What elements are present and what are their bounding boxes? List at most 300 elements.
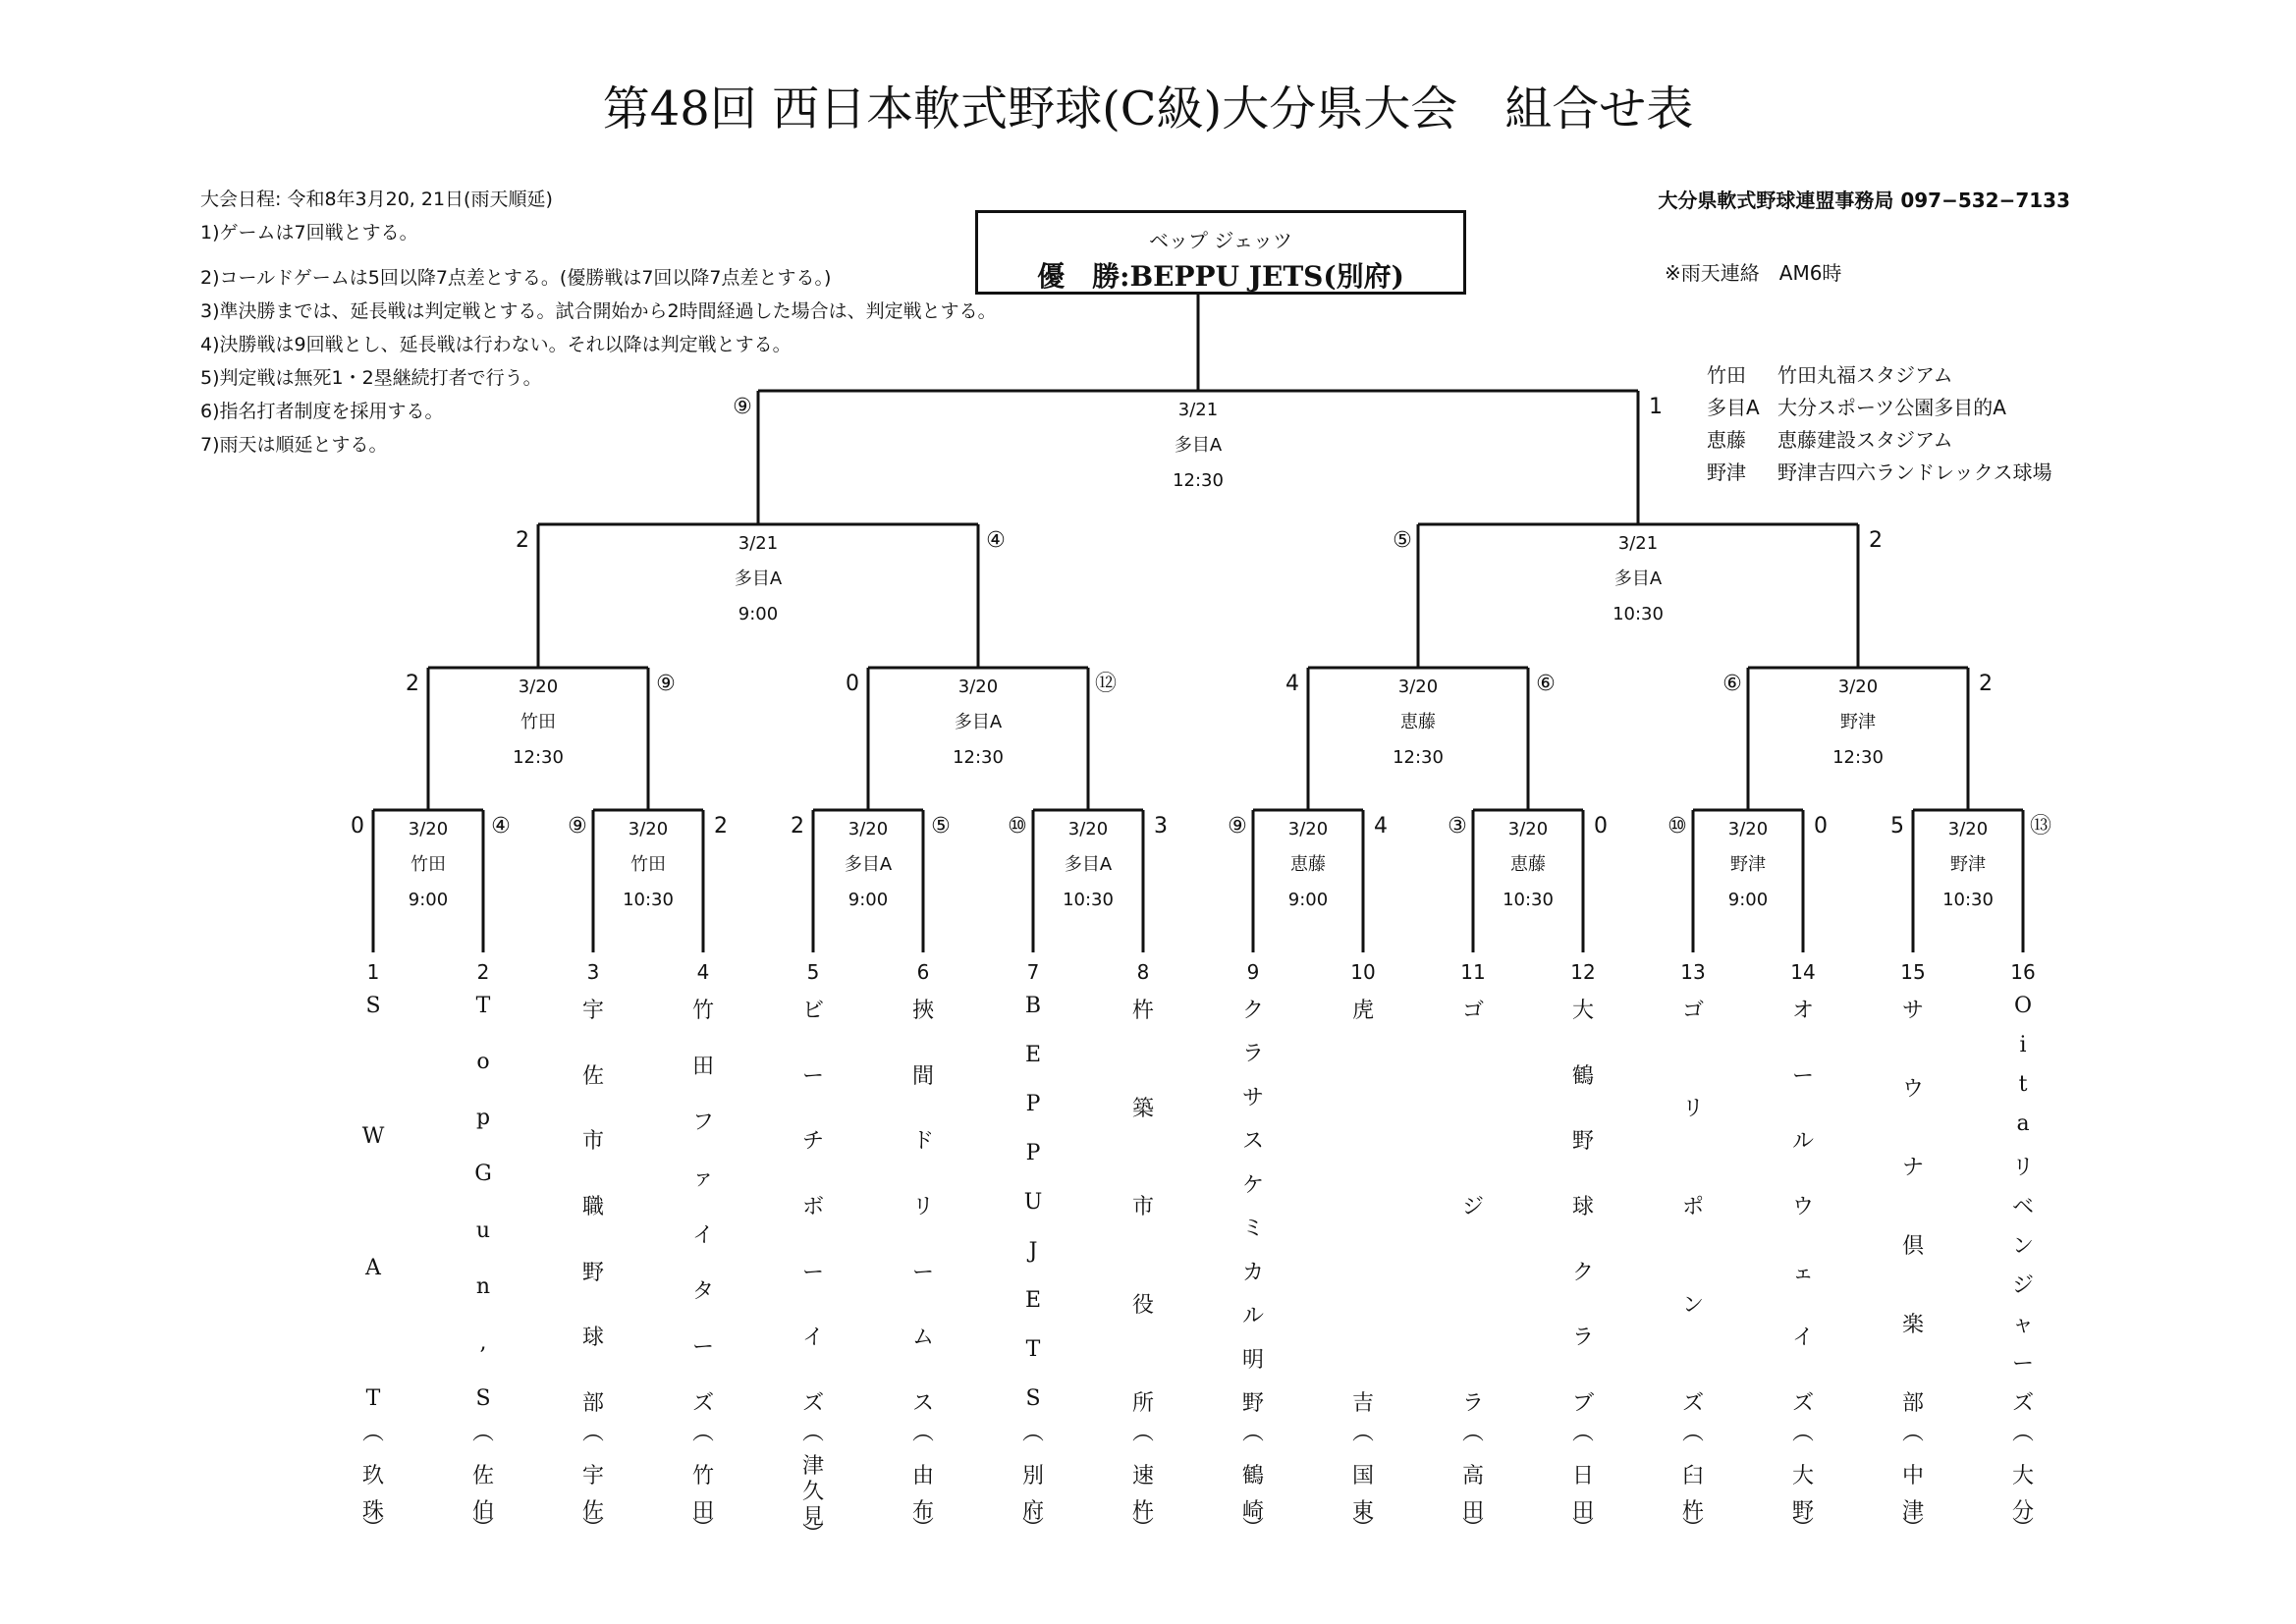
team-name-char: ボ bbox=[801, 1195, 824, 1219]
score-right: ⑨ bbox=[656, 672, 676, 696]
game-venue: 恵藤 bbox=[1290, 854, 1326, 875]
game-date: 3/20 bbox=[957, 677, 999, 697]
team-name-char: ラ bbox=[1571, 1326, 1594, 1351]
game-info bbox=[1259, 812, 1357, 918]
rule-1: 1)ゲームは7回戦とする。 bbox=[200, 222, 418, 244]
team-name-char: ァ bbox=[691, 1166, 714, 1192]
team-name-char: 間 bbox=[911, 1063, 934, 1089]
team-name-char: 田 bbox=[691, 1055, 714, 1080]
team-area-char: 珠 bbox=[361, 1499, 384, 1524]
team-area-paren: ︶ bbox=[1681, 1517, 1704, 1542]
team-name-char: ド bbox=[911, 1129, 934, 1155]
team-seed: 13 bbox=[1680, 960, 1706, 984]
team-area-char: 高 bbox=[1461, 1464, 1484, 1489]
team-name-char: E bbox=[1024, 1288, 1042, 1313]
game-venue: 多目A bbox=[734, 568, 783, 589]
game-info bbox=[434, 670, 642, 776]
team-name-char: 野 bbox=[581, 1260, 604, 1285]
team-name-char: G bbox=[474, 1162, 492, 1187]
team-name bbox=[1563, 994, 1603, 1542]
team-name-char: 部 bbox=[581, 1391, 604, 1416]
game-info bbox=[1754, 670, 1962, 776]
team-name-char: 楽 bbox=[1901, 1313, 1924, 1337]
game-time: 9:00 bbox=[738, 604, 779, 624]
score-right: 3 bbox=[1154, 814, 1168, 839]
team-name-char: ウ bbox=[1791, 1195, 1814, 1219]
team-name-char: 竹 bbox=[691, 999, 714, 1023]
team-area-char: 崎 bbox=[1241, 1499, 1264, 1524]
team-name bbox=[1343, 994, 1383, 1542]
rule-6: 6)指名打者制度を採用する。 bbox=[200, 401, 444, 422]
game-venue: 恵藤 bbox=[1400, 712, 1436, 732]
team-name-char: ス bbox=[1241, 1129, 1264, 1155]
team-name bbox=[683, 994, 723, 1542]
team-name bbox=[1013, 994, 1053, 1542]
team-name bbox=[354, 994, 393, 1542]
score-left: 4 bbox=[1285, 672, 1299, 696]
team-name-char: タ bbox=[691, 1278, 714, 1304]
team-name-char: 球 bbox=[1571, 1195, 1594, 1219]
team-area-paren: ︵ bbox=[581, 1421, 604, 1445]
team-name-char: リ bbox=[911, 1195, 934, 1219]
game-info bbox=[379, 812, 477, 918]
team-area-paren: ︵ bbox=[471, 1421, 494, 1445]
team-name-char: , bbox=[479, 1329, 487, 1355]
team-name-char: 築 bbox=[1131, 1097, 1154, 1121]
team-seed: 6 bbox=[916, 960, 930, 984]
team-name-char: ェ bbox=[1791, 1260, 1814, 1285]
team-name bbox=[1893, 994, 1933, 1542]
team-area-char: 見 bbox=[801, 1505, 824, 1530]
score-right: 0 bbox=[1814, 814, 1828, 839]
team-area-paren: ︶ bbox=[1241, 1517, 1264, 1542]
team-name-char: i bbox=[2019, 1033, 2027, 1057]
team-name-char: S bbox=[365, 994, 381, 1018]
team-name-char: ビ bbox=[801, 999, 824, 1023]
team-name bbox=[1783, 994, 1823, 1542]
team-area-paren: ︶ bbox=[2011, 1517, 2034, 1542]
team-name-char: 所 bbox=[1131, 1391, 1154, 1416]
team-seed: 15 bbox=[1900, 960, 1926, 984]
team-area-paren: ︶ bbox=[361, 1517, 384, 1542]
team-seed: 16 bbox=[2010, 960, 2036, 984]
team-name-char: ャ bbox=[2011, 1313, 2034, 1337]
team-area-char: 津 bbox=[801, 1454, 824, 1479]
team-area-char: 国 bbox=[1351, 1464, 1374, 1489]
team-name-char: サ bbox=[1901, 999, 1924, 1023]
game-date: 3/20 bbox=[1507, 819, 1549, 839]
game-info bbox=[1039, 812, 1137, 918]
team-name-char: 宇 bbox=[581, 999, 604, 1023]
team-name-char: ー bbox=[2011, 1352, 2034, 1377]
team-name-char: 役 bbox=[1131, 1293, 1154, 1318]
venue-row: 恵藤 恵藤建設スタジアム bbox=[1707, 428, 1953, 452]
team-area-paren: ︵ bbox=[1021, 1421, 1044, 1445]
score-right: 2 bbox=[1869, 528, 1883, 553]
team-area-char: 津 bbox=[1901, 1499, 1924, 1524]
team-area-char: 東 bbox=[1351, 1499, 1374, 1524]
team-name-char: 杵 bbox=[1131, 999, 1154, 1023]
team-area-paren: ︵ bbox=[1351, 1421, 1374, 1445]
game-date: 3/20 bbox=[628, 819, 669, 839]
team-name-char: ラ bbox=[1241, 1042, 1264, 1067]
team-name-char: ル bbox=[1791, 1129, 1814, 1155]
game-time: 10:30 bbox=[1942, 890, 1994, 910]
team-name-char: サ bbox=[1241, 1085, 1264, 1110]
game-time: 9:00 bbox=[847, 890, 889, 910]
team-name bbox=[1453, 994, 1493, 1542]
team-name-char: 球 bbox=[581, 1326, 604, 1351]
team-seed: 10 bbox=[1350, 960, 1376, 984]
game-time: 10:30 bbox=[623, 890, 674, 910]
team-area-paren: ︶ bbox=[1131, 1517, 1154, 1542]
game-time: 9:00 bbox=[1727, 890, 1769, 910]
team-area-char: 玖 bbox=[361, 1464, 384, 1489]
team-seed: 14 bbox=[1790, 960, 1816, 984]
venue-row: 多目A 大分スポーツ公園多目的A bbox=[1707, 396, 2006, 419]
team-name-char: 倶 bbox=[1901, 1234, 1924, 1259]
team-name-char: ズ bbox=[801, 1391, 824, 1416]
team-name bbox=[574, 994, 613, 1542]
game-date: 3/20 bbox=[1397, 677, 1439, 697]
team-name-char: 市 bbox=[581, 1129, 604, 1155]
champion-name: 優 勝:BEPPU JETS(別府) bbox=[1037, 260, 1404, 293]
team-name-char: ス bbox=[911, 1391, 934, 1416]
team-seed: 11 bbox=[1460, 960, 1486, 984]
game-info bbox=[764, 393, 1632, 499]
score-left: ⑨ bbox=[568, 814, 587, 839]
team-name-char: ズ bbox=[1681, 1391, 1704, 1416]
score-right: ⑤ bbox=[931, 814, 951, 839]
team-name bbox=[1123, 994, 1163, 1542]
team-area-paren: ︶ bbox=[581, 1517, 604, 1542]
champion-box bbox=[975, 210, 1466, 295]
game-venue: 恵藤 bbox=[1510, 854, 1546, 875]
team-name-char: 部 bbox=[1901, 1391, 1924, 1416]
team-name-char: ク bbox=[1571, 1260, 1594, 1285]
game-venue: 多目A bbox=[1174, 435, 1223, 456]
game-date: 3/20 bbox=[1947, 819, 1989, 839]
team-area-paren: ︵ bbox=[1571, 1421, 1594, 1445]
team-name-char: o bbox=[476, 1050, 490, 1075]
score-right: 1 bbox=[1649, 395, 1663, 419]
team-seed: 12 bbox=[1570, 960, 1596, 984]
team-area-char: 日 bbox=[1571, 1464, 1594, 1489]
team-name-char: 職 bbox=[581, 1195, 604, 1219]
team-area-paren: ︵ bbox=[1901, 1421, 1924, 1445]
team-name-char: T bbox=[1025, 1337, 1041, 1362]
team-seed: 3 bbox=[586, 960, 600, 984]
team-area-paren: ︵ bbox=[1791, 1421, 1814, 1445]
game-info bbox=[599, 812, 697, 918]
game-date: 3/20 bbox=[1287, 819, 1329, 839]
team-seed: 7 bbox=[1026, 960, 1040, 984]
team-area-paren: ︵ bbox=[911, 1421, 934, 1445]
game-time: 10:30 bbox=[1063, 890, 1114, 910]
rain-contact-note: ※雨天連絡 AM6時 bbox=[1665, 261, 1842, 285]
team-name-char: ン bbox=[1681, 1293, 1704, 1318]
team-area-char: 中 bbox=[1901, 1464, 1924, 1489]
game-time: 10:30 bbox=[1503, 890, 1554, 910]
team-name-char: U bbox=[1023, 1190, 1043, 1215]
game-time: 9:00 bbox=[1287, 890, 1329, 910]
rule-2: 2)コールドゲームは5回以降7点差とする。(優勝戦は7回以降7点差とする。) bbox=[200, 267, 832, 289]
team-seed: 4 bbox=[696, 960, 710, 984]
score-right: ⑫ bbox=[1094, 672, 1118, 696]
team-name-char: ム bbox=[911, 1326, 934, 1351]
team-name-char: ズ bbox=[691, 1391, 714, 1416]
team-name-char: B bbox=[1024, 994, 1042, 1018]
team-area-char: 伯 bbox=[471, 1499, 494, 1524]
team-area-char: 大 bbox=[1791, 1464, 1814, 1489]
team-area-char: 速 bbox=[1131, 1464, 1154, 1489]
team-name-char: T bbox=[365, 1386, 381, 1411]
team-name-char: S bbox=[1025, 1386, 1041, 1411]
score-left: 2 bbox=[791, 814, 804, 839]
team-name-char: ゴ bbox=[1681, 999, 1704, 1023]
game-time: 10:30 bbox=[1613, 604, 1664, 624]
team-name bbox=[2003, 994, 2043, 1542]
team-name-char: オ bbox=[1791, 999, 1814, 1023]
team-name-char: 挾 bbox=[911, 999, 934, 1023]
game-date: 3/20 bbox=[518, 677, 559, 697]
team-name-char: ー bbox=[1791, 1063, 1814, 1089]
team-area-paren: ︵ bbox=[1681, 1421, 1704, 1445]
score-left: 0 bbox=[846, 672, 859, 696]
team-name-char: t bbox=[2018, 1072, 2028, 1097]
game-venue: 竹田 bbox=[630, 854, 666, 875]
team-area-char: 府 bbox=[1021, 1499, 1044, 1524]
team-name-char: ポ bbox=[1681, 1195, 1704, 1219]
team-name-char: O bbox=[2013, 994, 2033, 1018]
game-info bbox=[1479, 812, 1577, 918]
game-info bbox=[1699, 812, 1797, 918]
score-left: ⑩ bbox=[1667, 814, 1687, 839]
team-area-char: 佐 bbox=[471, 1464, 494, 1489]
score-left: 2 bbox=[516, 528, 529, 553]
team-name-char: 虎 bbox=[1351, 999, 1374, 1023]
team-name bbox=[903, 994, 943, 1542]
team-area-paren: ︶ bbox=[691, 1517, 714, 1542]
team-area-char: 竹 bbox=[691, 1464, 714, 1489]
team-name-char: リ bbox=[1681, 1097, 1704, 1121]
team-name-char: ジ bbox=[1461, 1195, 1484, 1219]
schedule-text: 大会日程: 令和8年3月20, 21日(雨天順延) bbox=[200, 189, 553, 210]
team-area-paren: ︶ bbox=[1461, 1517, 1484, 1542]
score-left: ⑤ bbox=[1393, 528, 1412, 553]
game-date: 3/21 bbox=[1617, 533, 1659, 554]
team-name-char: チ bbox=[801, 1129, 824, 1155]
team-area-paren: ︶ bbox=[1021, 1517, 1044, 1542]
team-area-paren: ︶ bbox=[1901, 1517, 1924, 1542]
team-seed: 1 bbox=[366, 960, 380, 984]
team-name-char: a bbox=[2016, 1111, 2030, 1136]
team-name-char: リ bbox=[2011, 1156, 2034, 1180]
team-area-paren: ︶ bbox=[801, 1523, 824, 1547]
game-venue: 竹田 bbox=[410, 854, 446, 875]
score-left: 2 bbox=[406, 672, 419, 696]
team-area-char: 野 bbox=[1791, 1499, 1814, 1524]
team-name-char: 大 bbox=[1571, 999, 1594, 1023]
team-area-paren: ︵ bbox=[361, 1421, 384, 1445]
game-info bbox=[1314, 670, 1522, 776]
game-time: 12:30 bbox=[1173, 470, 1224, 491]
team-name-char: 市 bbox=[1131, 1195, 1154, 1219]
game-venue: 多目A bbox=[1064, 854, 1113, 875]
game-date: 3/20 bbox=[408, 819, 449, 839]
team-name-char: イ bbox=[801, 1326, 824, 1351]
team-name bbox=[1673, 994, 1713, 1542]
game-info bbox=[819, 812, 917, 918]
game-venue: 多目A bbox=[1613, 568, 1663, 589]
page-title: 第48回 西日本軟式野球(C級)大分県大会 組合せ表 bbox=[602, 81, 1694, 136]
score-right: 4 bbox=[1374, 814, 1388, 839]
team-area-char: 分 bbox=[2011, 1499, 2034, 1524]
team-name-char: p bbox=[475, 1106, 491, 1131]
score-left: ③ bbox=[1448, 814, 1467, 839]
team-area-char: 久 bbox=[801, 1480, 824, 1504]
team-name-char: J bbox=[1028, 1239, 1038, 1264]
team-area-paren: ︶ bbox=[1791, 1517, 1814, 1542]
team-name-char: P bbox=[1025, 1092, 1041, 1116]
game-time: 9:00 bbox=[408, 890, 449, 910]
game-venue: 野津 bbox=[1730, 854, 1766, 875]
team-area-paren: ︶ bbox=[471, 1517, 494, 1542]
team-name-char: ン bbox=[2011, 1234, 2034, 1259]
team-area-char: 由 bbox=[911, 1464, 934, 1489]
team-name-char: E bbox=[1024, 1043, 1042, 1067]
team-area-paren: ︵ bbox=[1241, 1421, 1264, 1445]
team-seed: 2 bbox=[476, 960, 490, 984]
champion-kana: ベップ ジェッツ bbox=[1149, 229, 1292, 252]
game-date: 3/20 bbox=[847, 819, 889, 839]
team-name-char: ズ bbox=[1791, 1391, 1814, 1416]
game-time: 12:30 bbox=[953, 747, 1004, 768]
team-name-char: n bbox=[475, 1273, 491, 1299]
team-name-char: カ bbox=[1241, 1260, 1264, 1285]
game-date: 3/20 bbox=[1727, 819, 1769, 839]
score-right: 0 bbox=[1594, 814, 1608, 839]
team-name-char: ー bbox=[691, 1334, 714, 1360]
score-right: 2 bbox=[1979, 672, 1993, 696]
team-name-char: ジ bbox=[2011, 1273, 2034, 1298]
team-name-char: イ bbox=[691, 1222, 714, 1248]
team-name-char: 佐 bbox=[581, 1063, 604, 1089]
game-info bbox=[1919, 812, 2017, 918]
game-info bbox=[1424, 526, 1852, 632]
team-name-char: u bbox=[475, 1218, 491, 1243]
team-area-char: 臼 bbox=[1681, 1464, 1704, 1489]
game-time: 12:30 bbox=[1832, 747, 1884, 768]
game-date: 3/20 bbox=[1067, 819, 1109, 839]
score-left: ⑨ bbox=[733, 395, 752, 419]
team-name-char: S bbox=[475, 1386, 491, 1411]
team-name-char: ケ bbox=[1241, 1172, 1264, 1198]
team-area-paren: ︵ bbox=[1461, 1421, 1484, 1445]
score-left: 5 bbox=[1890, 814, 1904, 839]
score-left: 0 bbox=[351, 814, 364, 839]
team-name bbox=[464, 994, 503, 1542]
team-area-paren: ︵ bbox=[1131, 1421, 1154, 1445]
team-name-char: ズ bbox=[2011, 1391, 2034, 1416]
team-name-char: ー bbox=[801, 1260, 824, 1285]
team-area-char: 布 bbox=[911, 1499, 934, 1524]
team-area-char: 大 bbox=[2011, 1464, 2034, 1489]
team-name-char: ー bbox=[911, 1260, 934, 1285]
team-area-paren: ︶ bbox=[911, 1517, 934, 1542]
team-area-char: 杵 bbox=[1131, 1499, 1154, 1524]
game-venue: 多目A bbox=[844, 854, 893, 875]
score-left: ⑩ bbox=[1008, 814, 1027, 839]
team-name-char: ー bbox=[801, 1063, 824, 1089]
team-area-char: 杵 bbox=[1681, 1499, 1704, 1524]
team-area-char: 別 bbox=[1021, 1464, 1044, 1489]
team-name-char: 野 bbox=[1241, 1391, 1264, 1416]
team-area-paren: ︵ bbox=[2011, 1421, 2034, 1445]
game-venue: 多目A bbox=[954, 712, 1003, 732]
team-name-char: W bbox=[361, 1124, 385, 1150]
team-name-char: 野 bbox=[1571, 1129, 1594, 1155]
game-info bbox=[874, 670, 1082, 776]
team-name-char: ナ bbox=[1901, 1156, 1924, 1180]
team-name-char: ブ bbox=[1571, 1391, 1594, 1416]
team-name-char: イ bbox=[1791, 1326, 1814, 1351]
team-name-char: A bbox=[365, 1255, 381, 1280]
rule-7: 7)雨天は順延とする。 bbox=[200, 434, 388, 456]
team-area-char: 鶴 bbox=[1241, 1464, 1264, 1489]
team-area-paren: ︵ bbox=[691, 1421, 714, 1445]
team-name-char: 吉 bbox=[1351, 1391, 1374, 1416]
team-name-char: ベ bbox=[2011, 1195, 2034, 1219]
team-name-char: ク bbox=[1241, 999, 1264, 1023]
team-name-char: ウ bbox=[1901, 1077, 1924, 1102]
team-area-char: 田 bbox=[1571, 1499, 1594, 1524]
game-date: 3/21 bbox=[738, 533, 779, 554]
team-name-char: ラ bbox=[1461, 1391, 1484, 1416]
team-name-char: 鶴 bbox=[1571, 1063, 1594, 1089]
score-right: 2 bbox=[714, 814, 728, 839]
team-name bbox=[793, 994, 833, 1547]
game-time: 12:30 bbox=[513, 747, 564, 768]
score-right: ⑬ bbox=[2029, 814, 2052, 839]
game-venue: 野津 bbox=[1950, 854, 1986, 875]
rule-4: 4)決勝戦は9回戦とし、延長戦は行わない。それ以降は判定戦とする。 bbox=[200, 334, 792, 355]
venue-row: 野津 野津吉四六ランドレックス球場 bbox=[1707, 460, 2052, 484]
team-area-paren: ︶ bbox=[1571, 1517, 1594, 1542]
team-name-char: 明 bbox=[1241, 1347, 1264, 1373]
game-info bbox=[544, 526, 972, 632]
team-name-char: フ bbox=[691, 1110, 714, 1136]
score-right: ④ bbox=[986, 528, 1006, 553]
team-area-char: 田 bbox=[691, 1499, 714, 1524]
team-area-char: 田 bbox=[1461, 1499, 1484, 1524]
venue-row: 竹田 竹田丸福スタジアム bbox=[1707, 363, 1953, 387]
team-name bbox=[1233, 994, 1273, 1542]
team-name-char: T bbox=[475, 994, 491, 1018]
team-area-paren: ︵ bbox=[801, 1421, 824, 1445]
game-date: 3/20 bbox=[1837, 677, 1879, 697]
score-right: ⑥ bbox=[1536, 672, 1556, 696]
team-name-char: P bbox=[1025, 1141, 1041, 1165]
team-name-char: ミ bbox=[1241, 1217, 1264, 1242]
team-area-char: 宇 bbox=[581, 1464, 604, 1489]
team-name-char: ル bbox=[1241, 1304, 1264, 1329]
game-venue: 竹田 bbox=[520, 712, 556, 732]
team-seed: 9 bbox=[1246, 960, 1260, 984]
office-contact: 大分県軟式野球連盟事務局 097−532−7133 bbox=[1658, 189, 2070, 212]
team-seed: 8 bbox=[1136, 960, 1150, 984]
score-left: ⑨ bbox=[1228, 814, 1247, 839]
